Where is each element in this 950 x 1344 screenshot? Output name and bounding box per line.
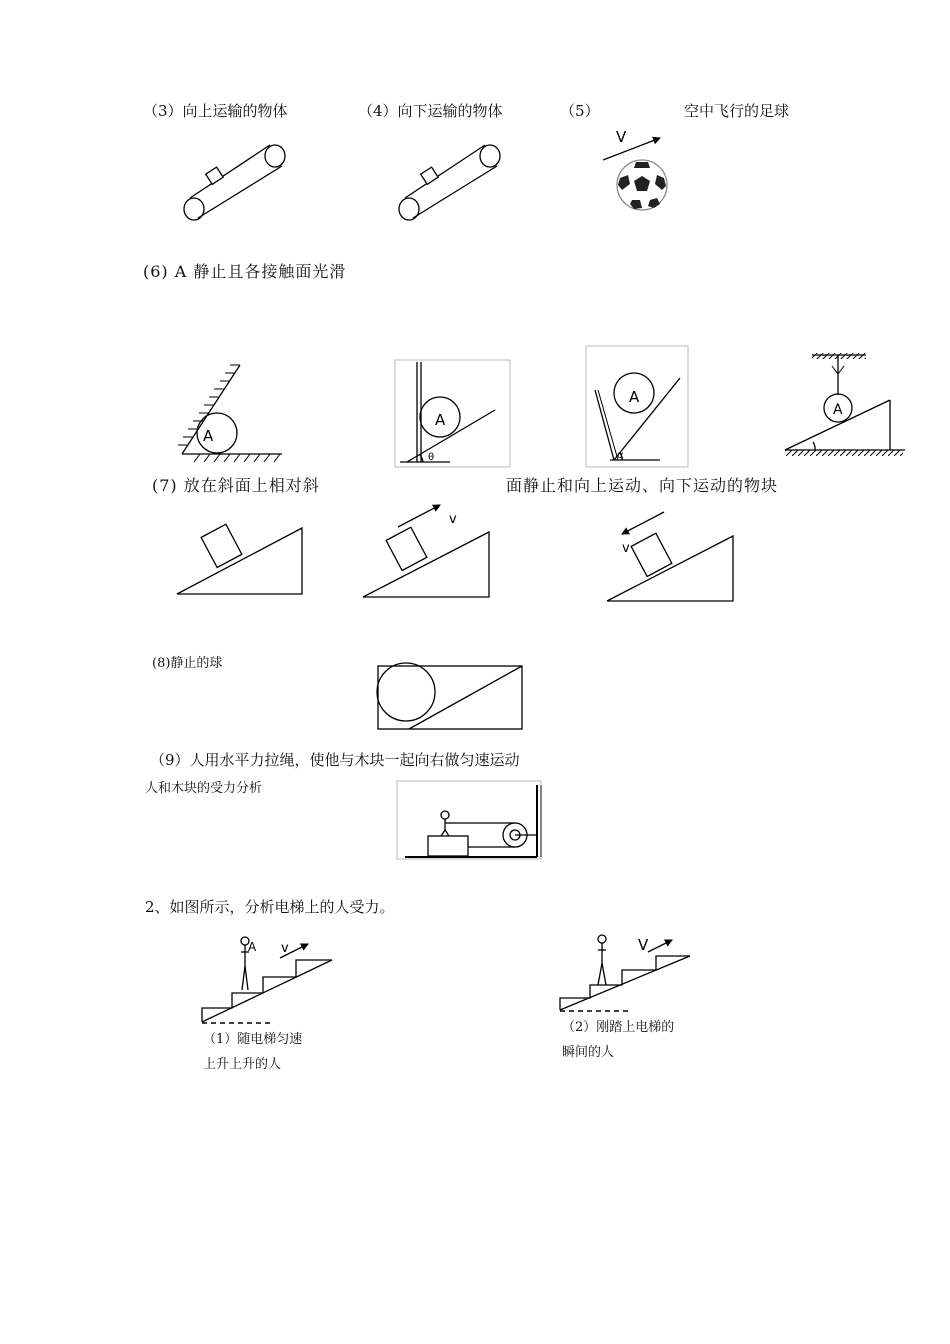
block-up-incline-diagram <box>363 505 489 597</box>
escalator-2-diagram <box>560 935 690 1011</box>
alpha-label: α <box>617 450 624 461</box>
item6-label: (6) A 静止且各接触面光滑 <box>143 262 347 281</box>
escalator-1-diagram <box>202 937 332 1023</box>
item9-label: （9）人用水平力拉绳，使他与木块一起向右做匀速运动 <box>150 751 520 769</box>
block-down-incline-diagram <box>607 512 733 601</box>
ball-label-6b: A <box>435 411 446 429</box>
ball-wall-incline-diagram <box>395 360 510 467</box>
question2-title: 2、如图所示，分析电梯上的人受力。 <box>145 898 395 916</box>
escalator2-caption-line1: （2）刚踏上电梯的 <box>562 1020 675 1035</box>
item5-number: （5） <box>560 102 600 120</box>
velocity-up-label: v <box>449 512 457 527</box>
item5-label: 空中飞行的足球 <box>684 102 790 120</box>
velocity-down-label: v <box>622 541 630 556</box>
item3-label: （3）向上运输的物体 <box>143 102 288 120</box>
ball-hanging-incline-diagram <box>785 353 905 456</box>
escalator1-caption-line2: 上升上升的人 <box>203 1057 282 1072</box>
escalator1-caption-line1: （1）随电梯匀速 <box>203 1032 303 1047</box>
person-label-A: A <box>248 940 257 954</box>
ball-v-groove-diagram <box>586 346 688 467</box>
item9-sub-label: 人和木块的受力分析 <box>145 781 263 796</box>
item4-label: （4）向下运输的物体 <box>358 102 503 120</box>
item7-label-b: 面静止和向上运动、向下运动的物块 <box>506 476 779 495</box>
item7-label-a: (7) 放在斜面上相对斜 <box>152 476 320 495</box>
conveyor-up-diagram <box>184 145 285 220</box>
person-pulling-rope-diagram <box>397 781 541 859</box>
escalator1-velocity-label: v <box>281 941 289 956</box>
ball-wall-ground-diagram <box>178 365 282 462</box>
item8-label: (8)静止的球 <box>152 656 223 671</box>
ball-label-6d: A <box>833 402 843 418</box>
theta-label: θ <box>428 452 435 463</box>
block-static-incline-diagram <box>177 524 302 594</box>
ball-label-6a: A <box>203 427 214 445</box>
escalator2-caption-line2: 瞬间的人 <box>562 1045 615 1060</box>
escalator2-velocity-label: V <box>638 936 649 954</box>
ball-on-incline-box-diagram <box>377 663 522 729</box>
conveyor-down-diagram <box>399 145 500 220</box>
football-diagram <box>603 138 667 210</box>
ball-label-6c: A <box>629 388 640 406</box>
football-velocity-label: V <box>616 128 627 146</box>
